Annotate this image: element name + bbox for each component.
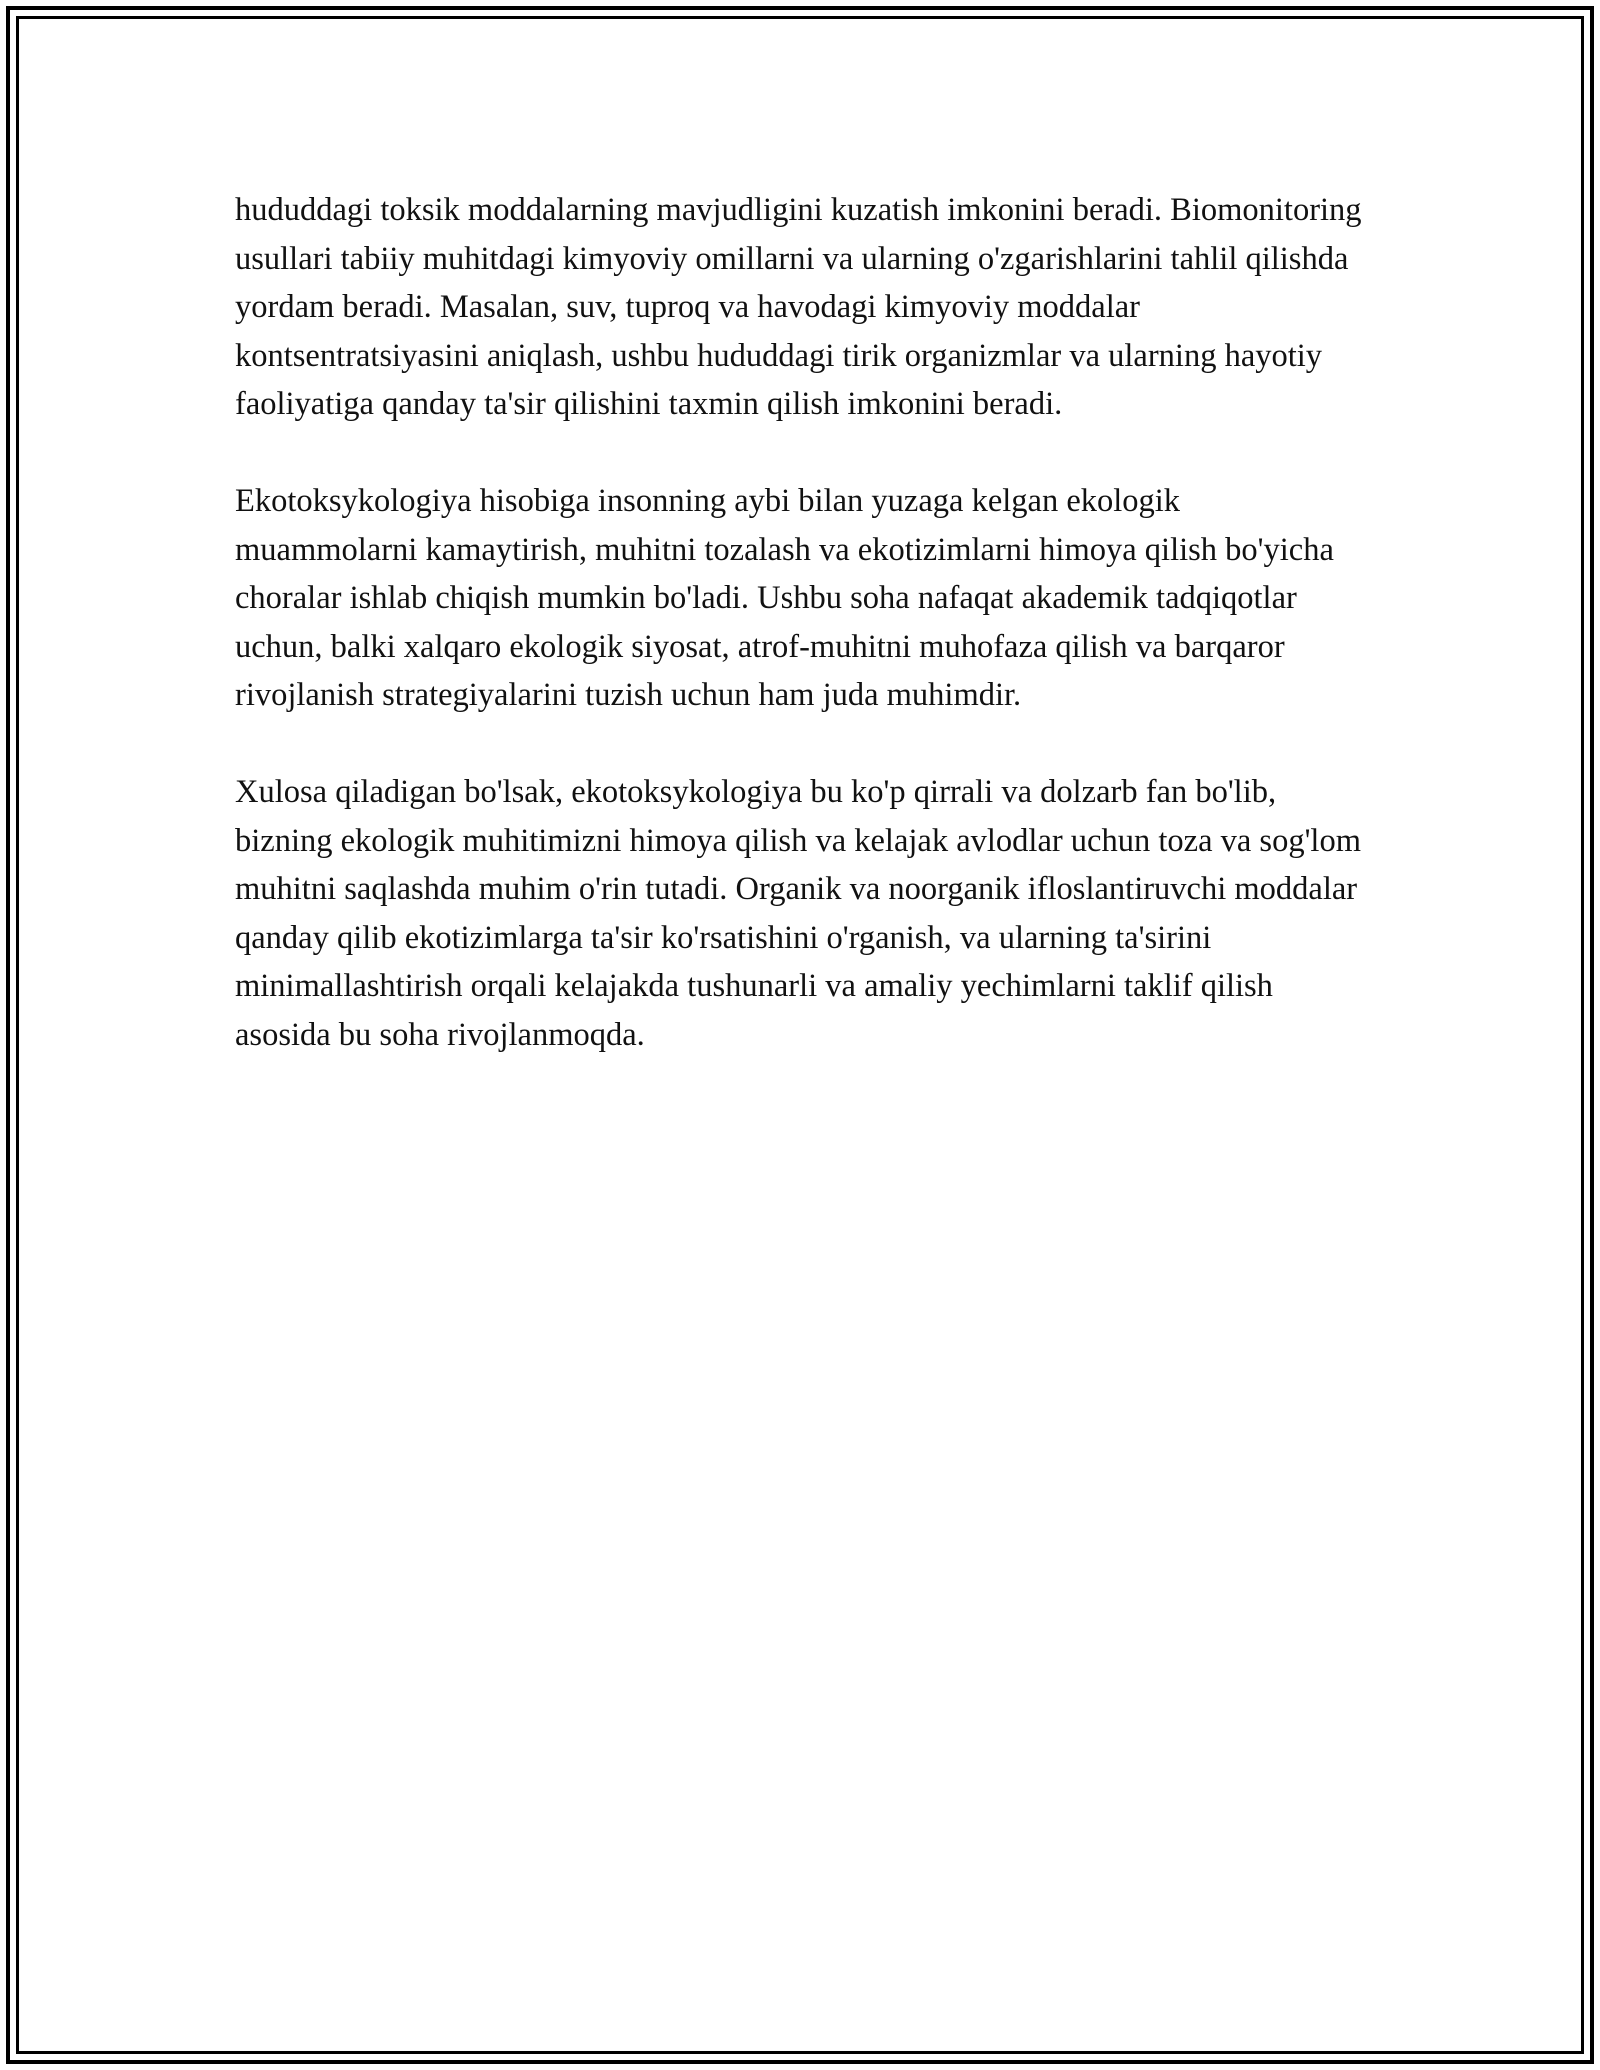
paragraph-conclusion: Xulosa qiladigan bo'lsak, ekotoksykologiya bu ko'p qirrali va dolzarb fan bo'lib, bizning ekologik muhitimizni himoya qilish va kelajak avlodlar uchun toza va sog'lom muhitni saqlashda muhim o'rin tutadi. Organik va noorganik ifloslantiruvchi moddalar qanday qilib ekotizimlarga ta'sir ko'rsatishini o'rganish, va ularning ta'sirini minimallashtirish orqali kelajakda tushunarli va amaliy yechimlarni taklif qilish asosida bu soha rivojlanmoqda. <box>235 774 1361 1053</box>
paragraph-biomonitoring: hududdagi toksik moddalarning mavjudligini kuzatish imkonini beradi. Biomonitoring usullari tabiiy muhitdagi kimyoviy omillarni va ularning o'zgarishlarini tahlil qilishda yordam beradi. Masalan, suv, tuproq va havodagi kimyoviy moddalar kontsentratsiyasini aniqlash, ushbu hududdagi tirik organizmlar va ularning hayotiy faoliyatiga qanday ta'sir qilishini taxmin qilish imkonini beradi. <box>235 192 1362 422</box>
paragraph-ecotoxicology-measures: Ekotoksykologiya hisobiga insonning aybi bilan yuzaga kelgan ekologik muammolarni kamaytirish, muhitni tozalash va ekotizimlarni himoya qilish bo'yicha choralar ishlab chiqish mumkin bo'ladi. Ushbu soha nafaqat akademik tadqiqotlar uchun, balki xalqaro ekologik siyosat, atrof-muhitni muhofaza qilish va barqaror rivojlanish strategiyalarini tuzish uchun ham juda muhimdir. <box>235 483 1334 713</box>
document-body <box>235 186 1365 1108</box>
